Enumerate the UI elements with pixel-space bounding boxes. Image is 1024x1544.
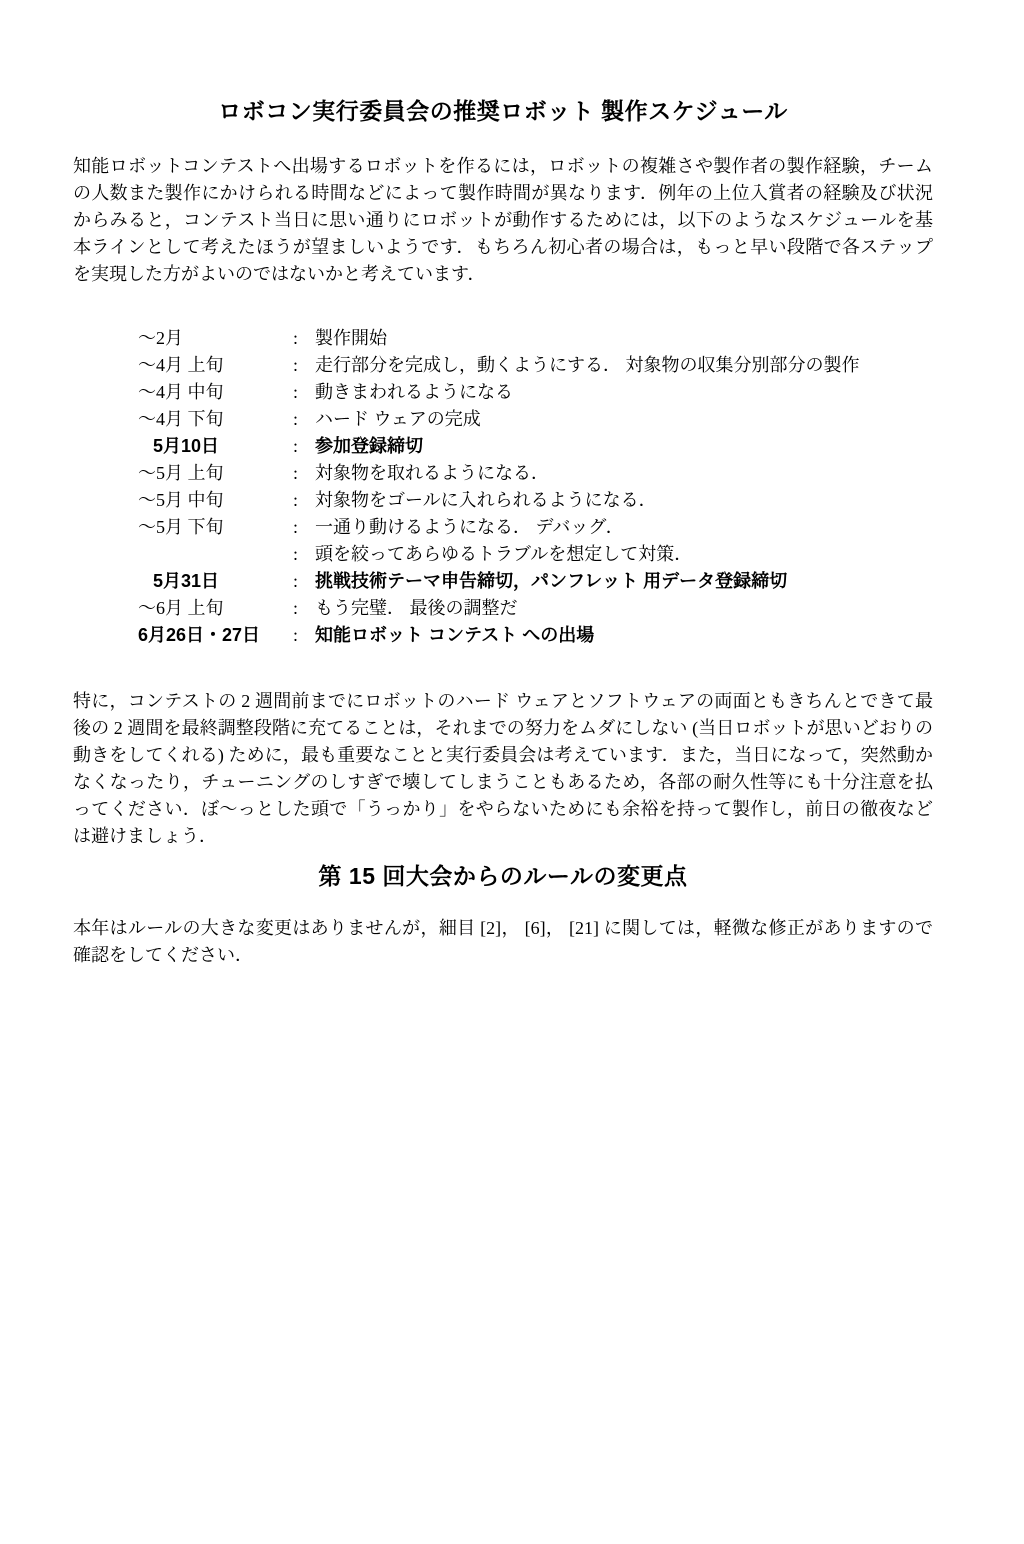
schedule-description: 対象物を取れるようになる． [315, 463, 549, 483]
schedule-row [138, 487, 933, 514]
schedule-colon: : [293, 463, 299, 483]
schedule-colon: : [293, 328, 299, 348]
schedule-description: 知能ロボット コンテスト への出場 [315, 625, 595, 645]
schedule-colon: : [293, 517, 299, 537]
schedule-colon: : [293, 544, 299, 564]
schedule-row [138, 622, 933, 649]
schedule-description: 対象物をゴールに入れられるようになる． [315, 490, 657, 510]
schedule-colon: : [293, 571, 299, 591]
schedule-row [138, 568, 933, 595]
schedule-date-label: 〜4月 下旬 [138, 409, 224, 429]
section-heading-rule-changes: 第 15 回大会からのルールの変更点 [318, 863, 688, 889]
schedule-date-label: 〜2月 [138, 328, 183, 348]
schedule-description: 製作開始 [315, 328, 387, 348]
note-paragraph: 特に，コンテストの 2 週間前までにロボットのハード ウェアとソフトウェアの両面ともきちんとできて最後の 2 週間を最終調整段階に充てることは，それまでの努力をムダにしない (当日ロボットが思いどおりの動きをしてくれる) ために，最も重要なことと実行委員会は考えています．また，当日になって，突然動かなくなったり，チューニングのしすぎで壊してしまうこともあるため，各部の耐久性等にも十分注意を払ってください．ぼ〜っとした頭で「うっかり」をやらないためにも余裕を持って製作し，前日の徹夜などは避けましょう． [73, 691, 933, 846]
schedule-row [138, 379, 933, 406]
schedule-description: 参加登録締切 [315, 436, 423, 456]
schedule-row [138, 433, 933, 460]
schedule-row [138, 406, 933, 433]
schedule-colon: : [293, 625, 299, 645]
schedule-row [138, 460, 933, 487]
document-title: ロボコン実行委員会の推奨ロボット 製作スケジュール [218, 98, 788, 124]
schedule-date-label: 5月31日 [153, 571, 220, 591]
schedule-row [138, 514, 933, 541]
schedule-description: ハード ウェアの完成 [315, 409, 481, 429]
schedule-description: 頭を絞ってあらゆるトラブルを想定して対策． [315, 544, 693, 564]
schedule-date-label: 〜5月 中旬 [138, 490, 224, 510]
schedule-colon: : [293, 355, 299, 375]
document-page [0, 97, 1024, 1544]
schedule-date-label: 〜6月 上旬 [138, 598, 224, 618]
schedule-colon: : [293, 409, 299, 429]
schedule-row [138, 595, 933, 622]
schedule-date-label: 〜4月 中旬 [138, 382, 224, 402]
schedule-colon: : [293, 598, 299, 618]
schedule-date-label: 5月10日 [153, 436, 220, 456]
schedule-date-label: 〜5月 上旬 [138, 463, 224, 483]
schedule-colon: : [293, 382, 299, 402]
schedule-date-label: 〜4月 上旬 [138, 355, 224, 375]
schedule-description: 動きまわれるようになる [315, 382, 513, 402]
schedule-date-label: 〜5月 下旬 [138, 517, 224, 537]
rule-changes-paragraph: 本年はルールの大きな変更はありませんが，細目 [2]， [6]， [21] に関しては，軽微な修正がありますので確認をしてください． [73, 918, 933, 965]
schedule-row [138, 325, 933, 352]
schedule-description: もう完璧． 最後の調整だ [315, 598, 518, 618]
schedule-row [138, 352, 933, 379]
schedule-row [138, 541, 933, 568]
schedule-description: 一通り動けるようになる． デバッグ． [315, 517, 624, 537]
schedule-colon: : [293, 436, 299, 456]
intro-paragraph: 知能ロボットコンテストへ出場するロボットを作るには，ロボットの複雑さや製作者の製作経験，チームの人数また製作にかけられる時間などによって製作時間が異なります．例年の上位入賞者の経験及び状況からみると，コンテスト当日に思い通りにロボットが動作するためには，以下のようなスケジュールを基本ラインとして考えたほうが望ましいようです．もちろん初心者の場合は，もっと早い段階で各ステップを実現した方がよいのではないかと考えています． [73, 156, 933, 284]
schedule-description: 走行部分を完成し，動くようにする． 対象物の収集分別部分の製作 [315, 355, 860, 375]
schedule-date-label: 6月26日・27日 [138, 625, 261, 645]
schedule-colon: : [293, 490, 299, 510]
schedule-table [138, 325, 933, 649]
schedule-description: 挑戦技術テーマ申告締切，パンフレット 用データ登録締切 [315, 571, 788, 591]
